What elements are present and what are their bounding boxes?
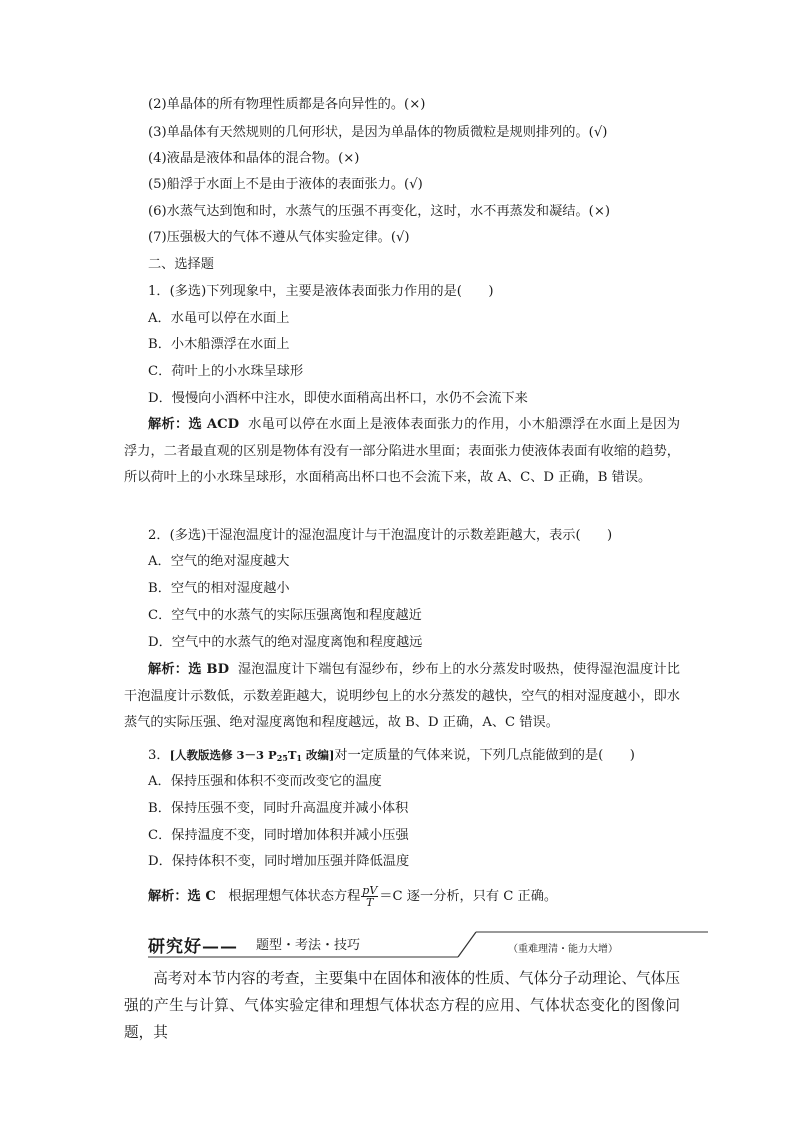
section-heading: 二、选择题 bbox=[148, 257, 214, 272]
banner-title: 研究好—— bbox=[148, 937, 238, 957]
q3-analysis bbox=[148, 885, 557, 908]
q3-source-tag bbox=[170, 748, 335, 762]
section-banner bbox=[148, 930, 708, 958]
ideal-gas-fraction bbox=[361, 885, 378, 908]
q2-analysis-text: 湿泡温度计下端包有湿纱布，纱布上的水分蒸发时吸热，使得湿泡温度计比干泡温度计示数低，示数差距越大，说明纱包上的水分蒸发的越快，空气的相对湿度越小，即水蒸气的实际压强、绝对湿度离饱和程度越远，故 B、D 正确，A、C 错误。 bbox=[124, 662, 680, 730]
fraction-denominator: T bbox=[366, 896, 374, 909]
q1-option-d: D．慢慢向小酒杯中注水，即使水面稍高出杯口，水仍不会流下来 bbox=[148, 391, 528, 406]
q3-option-c: C．保持温度不变，同时增加体积并减小压强 bbox=[148, 828, 409, 843]
q3-stem bbox=[148, 746, 635, 767]
judgment-2: (2)单晶体的所有物理性质都是各向异性的。(×) bbox=[148, 97, 426, 112]
judgment-7: (7)压强极大的气体不遵从气体实验定律。(√) bbox=[148, 230, 410, 245]
q3-stem-text: 对一定质量的气体来说，下列几点能做到的是( ) bbox=[334, 748, 635, 763]
q3-tag-t: T bbox=[287, 748, 297, 762]
q1-option-a: A．水黾可以停在水面上 bbox=[148, 311, 290, 326]
q3-tag-prefix: [人教版选修 3－3 P bbox=[169, 748, 277, 762]
q3-tag-page: 25 bbox=[276, 753, 288, 763]
q3-answer-label: 解析：选 C bbox=[148, 889, 216, 904]
q3-option-b: B．保持压强不变，同时升高温度并减小体积 bbox=[148, 801, 409, 816]
q1-stem: 1．(多选)下列现象中，主要是液体表面张力作用的是( ) bbox=[148, 284, 494, 299]
intro-paragraph: 高考对本节内容的考查，主要集中在固体和液体的性质、气体分子动理论、气体压强的产生与计算、气体实验定律和理想气体状态方程的应用、气体状态变化的图像问题，其 bbox=[124, 970, 680, 1041]
banner-subtitle: 题型・考法・技巧 bbox=[256, 938, 361, 953]
q2-option-b: B．空气的相对湿度越小 bbox=[148, 581, 290, 596]
q3-number: 3． bbox=[148, 748, 170, 763]
judgment-5: (5)船浮于水面上不是由于液体的表面张力。(√) bbox=[148, 177, 423, 192]
q3-analysis-post: ＝C 逐一分析，只有 C 正确。 bbox=[379, 889, 558, 904]
q1-option-c: C．荷叶上的小水珠呈球形 bbox=[148, 364, 304, 379]
q2-analysis bbox=[124, 657, 680, 737]
q2-option-d: D．空气中的水蒸气的绝对湿度离饱和程度越远 bbox=[148, 635, 423, 650]
q3-option-a: A．保持压强和体积不变而改变它的温度 bbox=[148, 774, 382, 789]
fraction-numerator: pV bbox=[362, 884, 378, 897]
q2-option-c: C．空气中的水蒸气的实际压强离饱和程度越近 bbox=[148, 608, 422, 623]
judgment-6: (6)水蒸气达到饱和时，水蒸气的压强不再变化，这时，水不再蒸发和凝结。(×) bbox=[148, 204, 611, 219]
q1-option-b: B．小木船漂浮在水面上 bbox=[148, 337, 290, 352]
q1-analysis bbox=[124, 412, 680, 492]
judgment-4: (4)液晶是液体和晶体的混合物。(×) bbox=[148, 151, 360, 166]
q3-analysis-pre: 根据理想气体状态方程 bbox=[228, 889, 361, 904]
q1-answer-label: 解析：选 ACD bbox=[148, 417, 240, 432]
q1-analysis-text: 水黾可以停在水面上是液体表面张力的作用，小木船漂浮在水面上是因为浮力，二者最直观的区别是物体有没有一部分陷进水里面；表面张力使液体表面有收缩的趋势，所以荷叶上的小水珠呈球形，水面稍高出杯口也不会流下来，故 A、C、D 正确，B 错误。 bbox=[124, 417, 681, 485]
q2-option-a: A．空气的绝对湿度越大 bbox=[148, 554, 290, 569]
q2-answer-label: 解析：选 BD bbox=[148, 662, 230, 677]
q3-tag-index: 1 bbox=[296, 753, 302, 763]
judgment-3: (3)单晶体有天然规则的几何形状，是因为单晶体的物质微粒是规则排列的。(√) bbox=[148, 125, 608, 140]
q2-stem: 2．(多选)干湿泡温度计的湿泡温度计与干泡温度计的示数差距越大，表示( ) bbox=[148, 528, 613, 543]
q3-option-d: D．保持体积不变，同时增加压强并降低温度 bbox=[148, 854, 410, 869]
banner-right-note: （重难理清・能力大增） bbox=[508, 944, 618, 955]
q3-tag-suffix: 改编] bbox=[301, 748, 335, 762]
